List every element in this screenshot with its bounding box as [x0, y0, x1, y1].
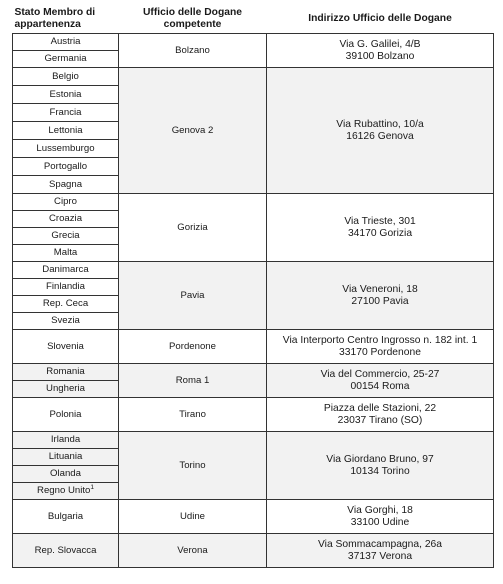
table-row	[13, 330, 494, 364]
table-row	[13, 500, 494, 534]
member-state-cell: Lituania	[13, 449, 119, 466]
header-customs-office: Ufficio delle Dogane competente	[143, 6, 242, 30]
member-state-cell: Francia	[13, 104, 119, 122]
office-address-cell: Via G. Galilei, 4/B 39100 Bolzano	[267, 34, 494, 68]
member-state-cell: Austria	[13, 34, 119, 51]
customs-office-cell: Pordenone	[119, 330, 267, 364]
customs-office-cell: Tirano	[119, 398, 267, 432]
table-row	[13, 432, 494, 449]
customs-offices-table	[12, 2, 494, 568]
member-state-cell: Grecia	[13, 228, 119, 245]
member-state-cell: Belgio	[13, 68, 119, 86]
member-state-cell: Finlandia	[13, 279, 119, 296]
member-state-cell: Romania	[13, 364, 119, 381]
member-state-cell: Lussemburgo	[13, 140, 119, 158]
customs-office-cell: Udine	[119, 500, 267, 534]
member-state-cell: Irlanda	[13, 432, 119, 449]
member-state-cell: Malta	[13, 245, 119, 262]
office-address-cell: Piazza delle Stazioni, 22 23037 Tirano (SO)	[267, 398, 494, 432]
customs-office-cell: Roma 1	[119, 364, 267, 398]
member-state-cell: Rep. Ceca	[13, 296, 119, 313]
member-state-cell: Danimarca	[13, 262, 119, 279]
customs-office-cell: Gorizia	[119, 194, 267, 262]
customs-office-cell: Pavia	[119, 262, 267, 330]
member-state-cell: Polonia	[13, 398, 119, 432]
customs-office-cell: Verona	[119, 534, 267, 568]
table-row	[13, 534, 494, 568]
office-address-cell: Via Sommacampagna, 26a 37137 Verona	[267, 534, 494, 568]
table-row	[13, 398, 494, 432]
member-state-cell: Regno Unito$^1$	[13, 483, 119, 500]
member-state-cell: Svezia	[13, 313, 119, 330]
member-state-cell: Bulgaria	[13, 500, 119, 534]
member-state-cell: Portogallo	[13, 158, 119, 176]
office-address-cell: Via del Commercio, 25-27 00154 Roma	[267, 364, 494, 398]
customs-office-cell: Genova 2	[119, 68, 267, 194]
member-state-cell: Estonia	[13, 86, 119, 104]
office-address-cell: Via Gorghi, 18 33100 Udine	[267, 500, 494, 534]
table-header	[13, 2, 494, 34]
table-row	[13, 34, 494, 51]
header-office-address: Indirizzo Ufficio delle Dogane	[308, 12, 452, 24]
table-row	[13, 262, 494, 279]
office-address-cell: Via Trieste, 301 34170 Gorizia	[267, 194, 494, 262]
member-state-cell: Ungheria	[13, 381, 119, 398]
member-state-cell: Cipro	[13, 194, 119, 211]
customs-office-cell: Bolzano	[119, 34, 267, 68]
member-state-cell: Germania	[13, 51, 119, 68]
footnote-marker: 1	[90, 483, 94, 491]
member-state-cell: Spagna	[13, 176, 119, 194]
member-state-cell: Olanda	[13, 466, 119, 483]
office-address-cell: Via Rubattino, 10/a 16126 Genova	[267, 68, 494, 194]
customs-office-cell: Torino	[119, 432, 267, 500]
table-row	[13, 194, 494, 211]
table-row	[13, 364, 494, 381]
member-state-cell: Slovenia	[13, 330, 119, 364]
table-row	[13, 68, 494, 86]
member-state-cell: Rep. Slovacca	[13, 534, 119, 568]
office-address-cell: Via Interporto Centro Ingrosso n. 182 int. 1 33170 Pordenone	[267, 330, 494, 364]
office-address-cell: Via Veneroni, 18 27100 Pavia	[267, 262, 494, 330]
member-state-cell: Croazia	[13, 211, 119, 228]
header-member-state: Stato Membro di appartenenza	[14, 6, 96, 30]
member-state-cell: Lettonia	[13, 122, 119, 140]
office-address-cell: Via Giordano Bruno, 97 10134 Torino	[267, 432, 494, 500]
